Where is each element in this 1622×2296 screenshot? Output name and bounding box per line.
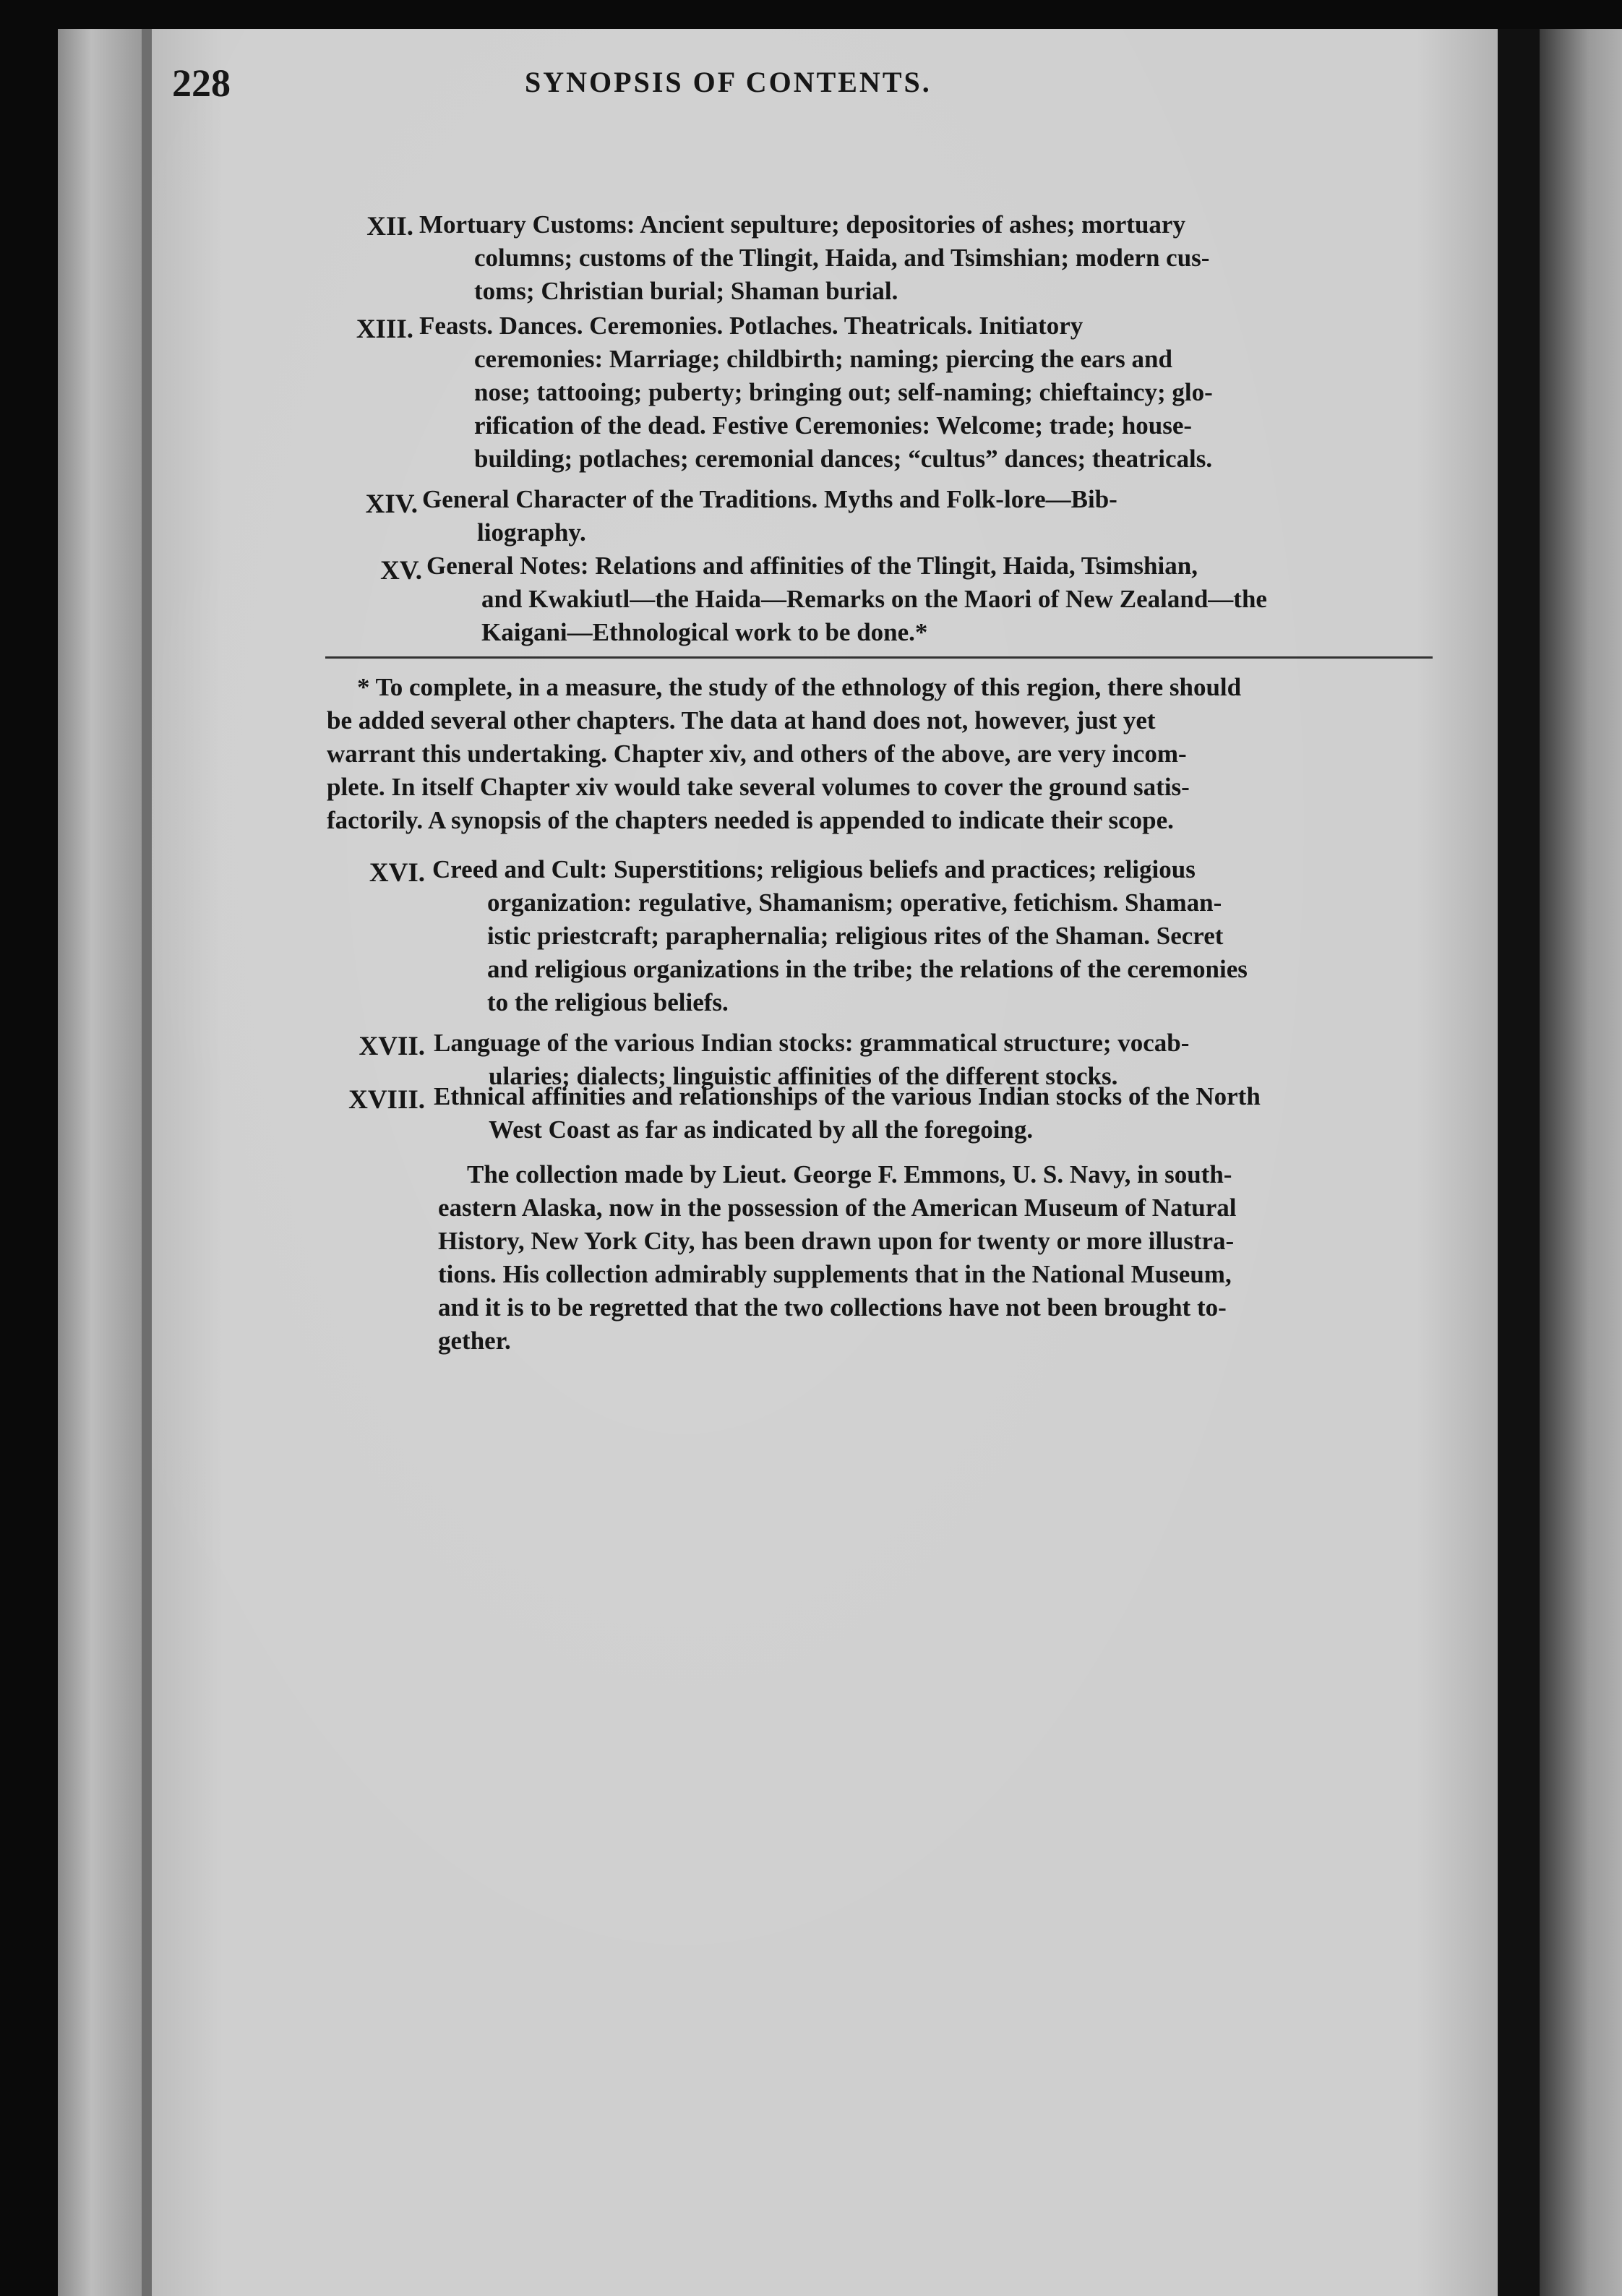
paragraph-line: The collection made by Lieut. George F. Emmons, U. S. Navy, in south- <box>467 1160 1232 1188</box>
page-number: 228 <box>172 61 231 105</box>
paragraph-line: gether. <box>438 1327 511 1355</box>
footnote-line: organization: regulative, Shamanism; operative, fetichism. Shaman- <box>487 888 1222 917</box>
entry-line: General Notes: Relations and affinities of the Tlingit, Haida, Tsimshian, <box>426 552 1198 580</box>
footnote-line: factorily. A synopsis of the chapters needed is appended to indicate their scope. <box>327 806 1174 834</box>
entry-numeral: XIV. <box>365 489 418 519</box>
entry-xv <box>426 549 1267 649</box>
footnote-line: Language of the various Indian stocks: grammatical structure; vocab- <box>434 1029 1190 1057</box>
footnote-entry-xviii <box>434 1080 1261 1147</box>
entry-line: nose; tattooing; puberty; bringing out; self-naming; chieftaincy; glo- <box>474 378 1213 406</box>
footnote-line: and religious organizations in the tribe; the relations of the ceremonies <box>487 955 1248 983</box>
entry-line: ceremonies: Marriage; childbirth; naming; piercing the ears and <box>474 345 1172 373</box>
footnote-line: ularies; dialects; linguistic affinities of the different stocks. <box>489 1062 1118 1090</box>
footnote-line: be added several other chapters. The data at hand does not, however, just yet <box>327 706 1156 734</box>
entry-numeral: XV. <box>380 556 422 586</box>
entry-xii <box>419 208 1209 308</box>
entry-line: Mortuary Customs: Ancient sepulture; depositories of ashes; mortuary <box>419 210 1185 239</box>
entry-line: building; potlaches; ceremonial dances; “cultus” dances; theatricals. <box>474 445 1213 473</box>
footnote-line: Ethnical affinities and relationships of the various Indian stocks of the North <box>434 1082 1261 1110</box>
footnote-numeral: XVIII. <box>348 1085 425 1115</box>
footnote-line: West Coast as far as indicated by all the foregoing. <box>489 1115 1034 1144</box>
facing-page-strip <box>1540 29 1622 2296</box>
entry-line: columns; customs of the Tlingit, Haida, and Tsimshian; modern cus- <box>474 244 1210 272</box>
footnote-intro <box>327 671 1241 837</box>
running-head: SYNOPSIS OF CONTENTS. <box>525 66 932 98</box>
paragraph-line: History, New York City, has been drawn upon for twenty or more illustra- <box>438 1227 1235 1255</box>
footnote-numeral: XVII. <box>359 1032 425 1061</box>
paragraph-line: eastern Alaska, now in the possession of the American Museum of Natural <box>438 1194 1237 1222</box>
footnote-line: Creed and Cult: Superstitions; religious beliefs and practices; religious <box>432 855 1196 883</box>
footnote-rule <box>325 656 1433 659</box>
entry-line: Kaigani—Ethnological work to be done.* <box>481 618 928 646</box>
footnote-line: to the religious beliefs. <box>487 988 729 1016</box>
footnote-entry-xvi <box>432 853 1248 1019</box>
footnote-line: istic priestcraft; paraphernalia; religious rites of the Shaman. Secret <box>487 922 1224 950</box>
entry-numeral: XIII. <box>356 314 413 344</box>
binding-gutter <box>58 29 142 2296</box>
footnote-line: plete. In itself Chapter xiv would take several volumes to cover the ground satis- <box>327 773 1190 801</box>
entry-line: and Kwakiutl—the Haida—Remarks on the Maori of New Zealand—the <box>481 585 1267 613</box>
paragraph-line: and it is to be regretted that the two collections have not been brought to- <box>438 1293 1227 1322</box>
paragraph-line: tions. His collection admirably supplements that in the National Museum, <box>438 1260 1232 1288</box>
closing-paragraph <box>438 1158 1236 1358</box>
footnote-line: warrant this undertaking. Chapter xiv, and others of the above, are very incom- <box>327 740 1187 768</box>
entry-line: liography. <box>477 518 586 547</box>
entry-line: toms; Christian burial; Shaman burial. <box>474 277 898 305</box>
footnote-numeral: XVI. <box>369 858 425 888</box>
entry-numeral: XII. <box>366 212 413 241</box>
entry-line: rification of the dead. Festive Ceremonies: Welcome; trade; house- <box>474 411 1193 440</box>
entry-line: Feasts. Dances. Ceremonies. Potlaches. Theatricals. Initiatory <box>419 312 1084 340</box>
entry-xiv <box>422 483 1117 549</box>
entry-line: General Character of the Traditions. Myths and Folk-lore—Bib- <box>422 485 1117 513</box>
footnote-line: * To complete, in a measure, the study of the ethnology of this region, there should <box>357 673 1242 701</box>
entry-xiii <box>419 309 1213 476</box>
page-inner-margin <box>142 29 152 2296</box>
